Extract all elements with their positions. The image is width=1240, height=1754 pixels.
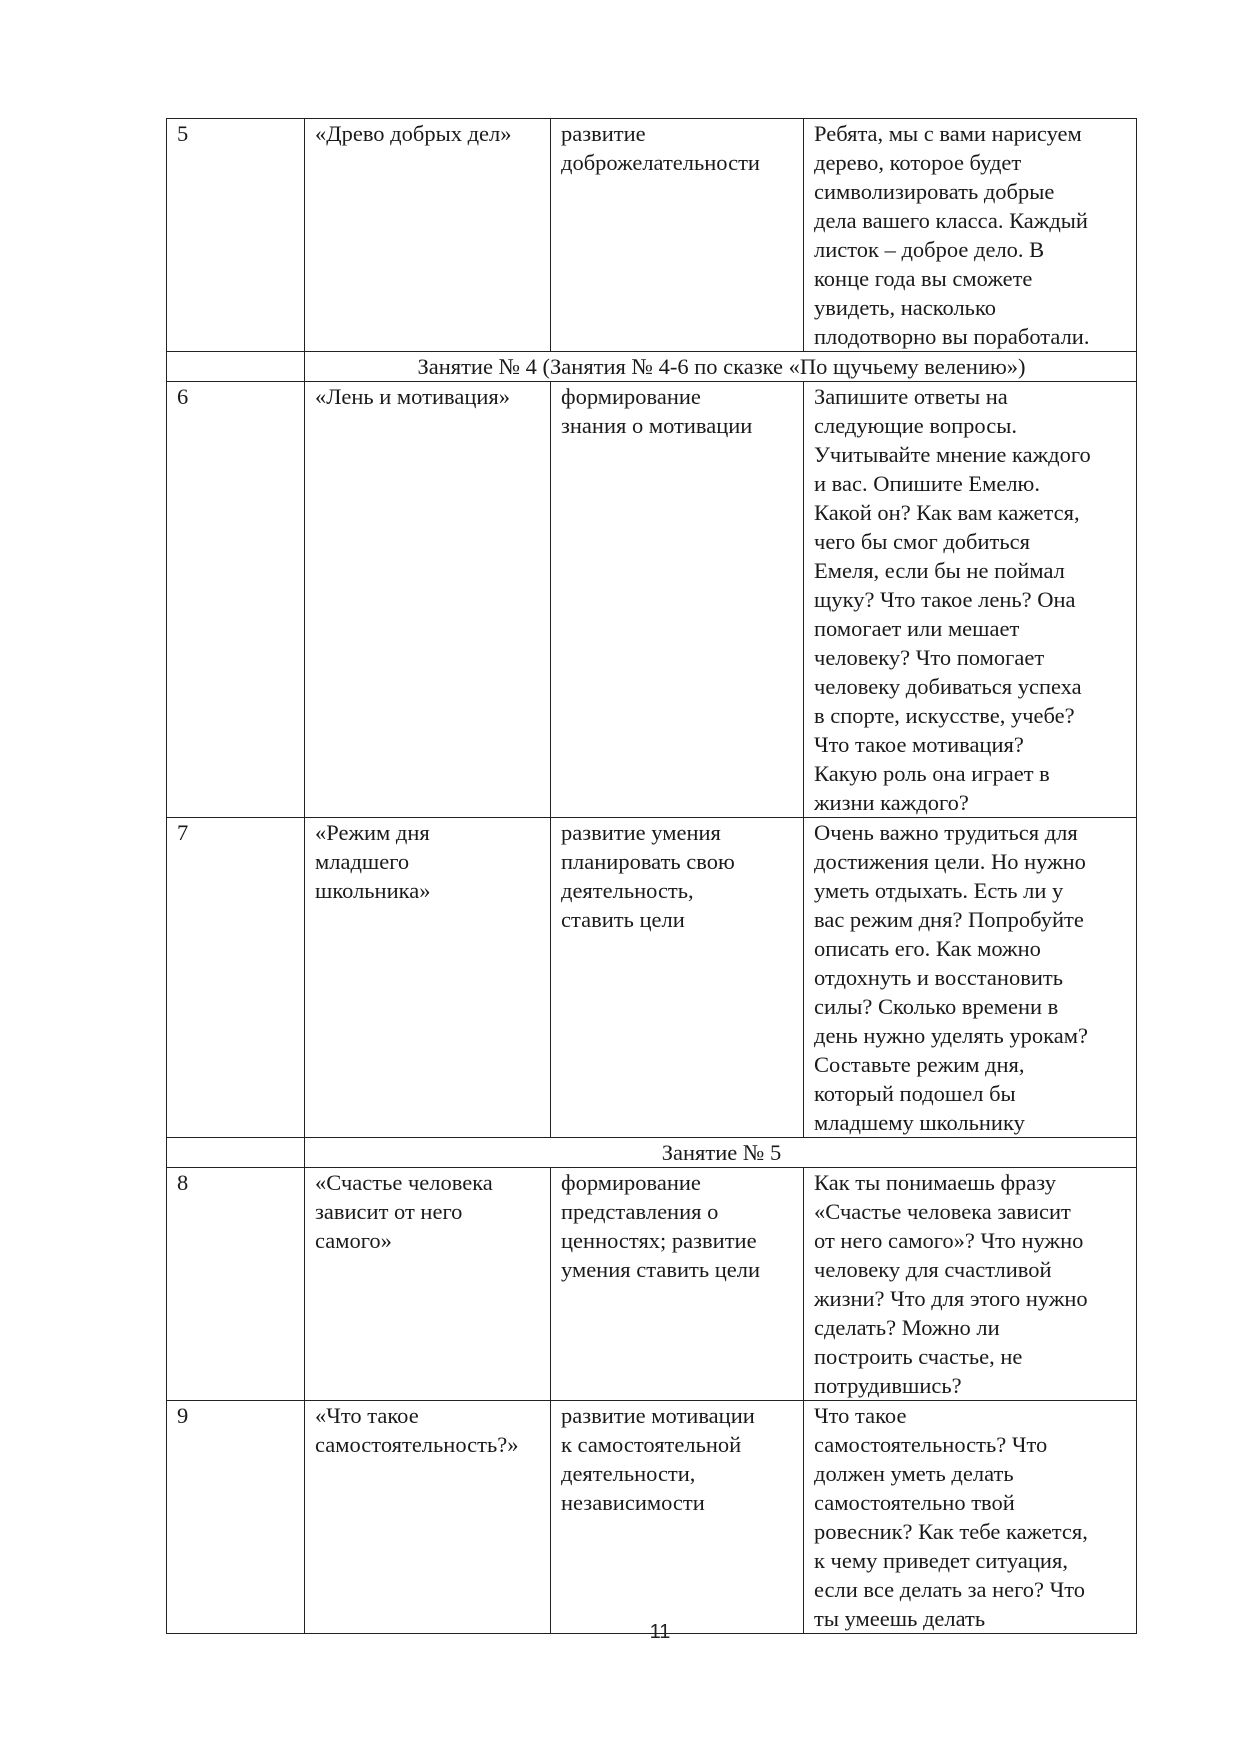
table-row [167, 382, 1137, 818]
session-title: Занятие № 4 (Занятия № 4-6 по сказке «По щучьему велению») [305, 352, 1137, 382]
row-number: 9 [167, 1401, 305, 1634]
table-row [167, 818, 1137, 1138]
lesson-table [166, 118, 1137, 1634]
lesson-goal: развитие доброжелательности [551, 119, 804, 352]
session-title: Занятие № 5 [305, 1138, 1137, 1168]
lesson-description: Ребята, мы с вами нарисуем дерево, которое будет символизировать добрые дела вашего класса. Каждый листок – доброе дело. В конце года вы сможете увидеть, насколько плодотворно вы поработали. [804, 119, 1137, 352]
lesson-description: Как ты понимаешь фразу «Счастье человека зависит от него самого»? Что нужно человеку для счастливой жизни? Что для этого нужно сделать? Можно ли построить счастье, не потрудившись? [804, 1168, 1137, 1401]
session-row [167, 352, 1137, 382]
lesson-description: Запишите ответы на следующие вопросы. Учитывайте мнение каждого и вас. Опишите Емелю. Какой он? Как вам кажется, чего бы смог добиться Емеля, если бы не поймал щуку? Что такое лень? Она помогает или мешает человеку? Что помогает человеку добиваться успеха в спорте, искусстве, учебе? Что такое мотивация? Какую роль она играет в жизни каждого? [804, 382, 1137, 818]
row-number: 7 [167, 818, 305, 1138]
lesson-title: «Лень и мотивация» [305, 382, 551, 818]
lesson-goal: развитие мотивации к самостоятельной деятельности, независимости [551, 1401, 804, 1634]
empty-cell [167, 352, 305, 382]
lesson-title: «Счастье человека зависит от него самого» [305, 1168, 551, 1401]
lesson-description: Что такое самостоятельность? Что должен уметь делать самостоятельно твой ровесник? Как тебе кажется, к чему приведет ситуация, если все делать за него? Что ты умеешь делать [804, 1401, 1137, 1634]
empty-cell [167, 1138, 305, 1168]
lesson-goal: формирование знания о мотивации [551, 382, 804, 818]
table-row [167, 1168, 1137, 1401]
lesson-goal: развитие умения планировать свою деятельность, ставить цели [551, 818, 804, 1138]
row-number: 6 [167, 382, 305, 818]
table-row [167, 1401, 1137, 1634]
session-row [167, 1138, 1137, 1168]
table-row [167, 119, 1137, 352]
lesson-title: «Древо добрых дел» [305, 119, 551, 352]
row-number: 8 [167, 1168, 305, 1401]
lesson-title: «Режим дня младшего школьника» [305, 818, 551, 1138]
page-number: 11 [649, 1621, 671, 1643]
lesson-description: Очень важно трудиться для достижения цели. Но нужно уметь отдыхать. Есть ли у вас режим дня? Попробуйте описать его. Как можно отдохнуть и восстановить силы? Сколько времени в день нужно уделять урокам? Составьте режим дня, который подошел бы младшему школьнику [804, 818, 1137, 1138]
lesson-title: «Что такое самостоятельность?» [305, 1401, 551, 1634]
row-number: 5 [167, 119, 305, 352]
lesson-goal: формирование представления о ценностях; развитие умения ставить цели [551, 1168, 804, 1401]
